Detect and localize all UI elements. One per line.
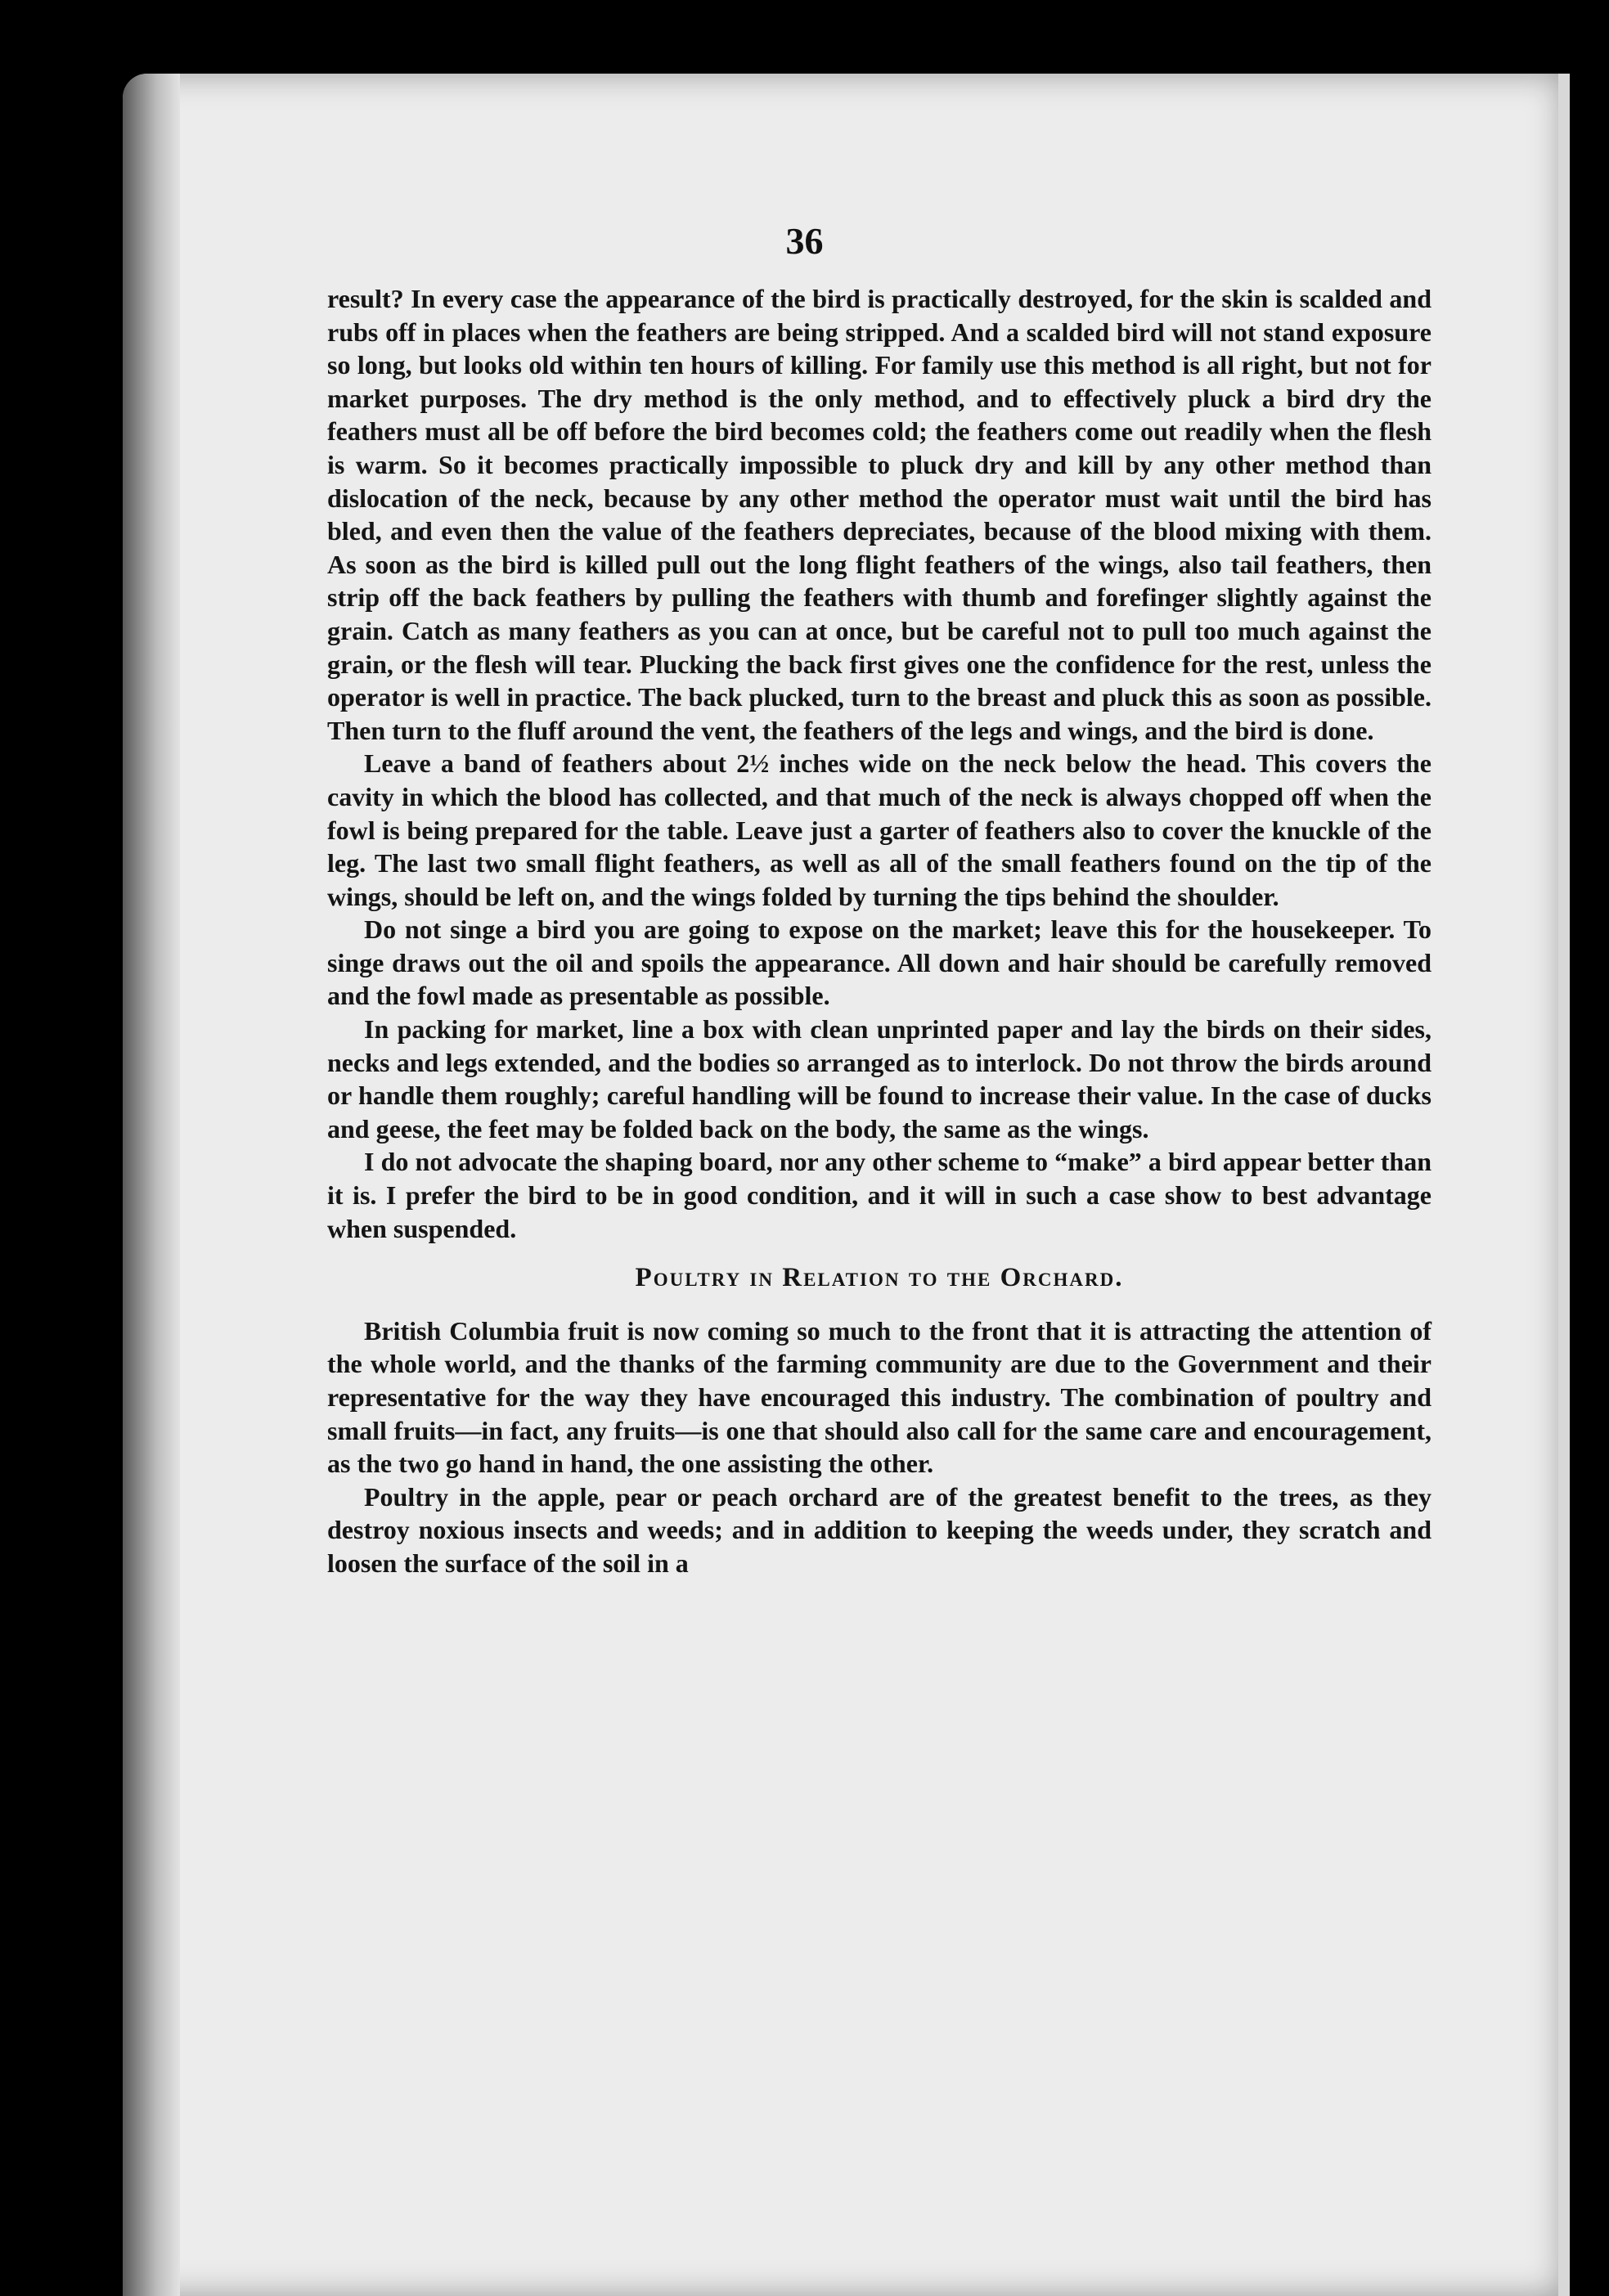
paragraph-7: Poultry in the apple, pear or peach orchard are of the greatest benefit to the trees, as they destroy noxious insects and weeds; and in addition to keeping the weeds under, they scratch and loosen the surface of the soil in a: [327, 1481, 1431, 1578]
section-heading: Poultry in Relation to the Orchard.: [635, 1263, 1124, 1293]
body-text: [327, 282, 1431, 1580]
book-spine-shadow: [123, 74, 180, 2296]
paragraph-1: result? In every case the appearance of the bird is practically destroyed, for the skin is scalded and rubs off in places when the feathers are being stripped. And a scalded bird will not stand exposure so long, but looks old within ten hours of killing. For family use this method is all right, but not for market purposes. The dry method is the only method, and to effectively pluck a bird dry the feathers must all be off before the bird becomes cold; the feathers come out readily when the flesh is warm. So it becomes practically impossible to pluck dry and kill by any other method than dislocation of the neck, because by any other method the operator must wait until the bird has bled, and even then the value of the feathers depreciates, because of the blood mixing with them. As soon as the bird is killed pull out the long flight feathers of the wings, also tail feathers, then strip off the back feathers by pulling the feathers with thumb and forefinger slightly against the grain. Catch as many feathers as you can at once, but be careful not to pull too much against the grain, or the flesh will tear. Plucking the back first gives one the confidence for the rest, unless the operator is well in practice. The back plucked, turn to the breast and pluck this as soon as possible. Then turn to the fluff around the vent, the feathers of the legs and wings, and the bird is done.: [327, 284, 1431, 745]
page-number: 36: [785, 220, 824, 262]
paragraph-5: I do not advocate the shaping board, nor any other scheme to “make” a bird appear better than it is. I prefer the bird to be in good condition, and it will in such a case show to best advantage when suspended.: [327, 1147, 1431, 1243]
paragraph-2: Leave a band of feathers about 2½ inches wide on the neck below the head. This covers the cavity in which the blood has collected, and that much of the neck is always chopped off when the fowl is being prepared for the table. Leave just a garter of feathers also to cover the knuckle of the leg. The last two small flight feathers, as well as all of the small feathers found on the tip of the wings, should be left on, and the wings folded by turning the tips behind the shoulder.: [327, 748, 1431, 911]
paragraph-3: Do not singe a bird you are going to expose on the market; leave this for the housekeeper. To singe draws out the oil and spoils the appearance. All down and hair should be carefully removed and the fowl made as presentable as possible.: [327, 914, 1431, 1011]
paragraph-6: British Columbia fruit is now coming so much to the front that it is attracting the attention of the whole world, and the thanks of the farming community are due to the Government and their representative for the way they have encouraged this industry. The combination of poultry and small fruits—in fact, any fruits—is one that should also call for the same care and encouragement, as the two go hand in hand, the one assisting the other.: [327, 1315, 1431, 1479]
page-edge: [1558, 74, 1570, 2296]
paragraph-4: In packing for market, line a box with clean unprinted paper and lay the birds on their sides, necks and legs extended, and the bodies so arranged as to interlock. Do not throw the birds around or handle them roughly; careful handling will be found to increase their value. In the case of ducks and geese, the feet may be folded back on the body, the same as the wings.: [327, 1014, 1431, 1144]
